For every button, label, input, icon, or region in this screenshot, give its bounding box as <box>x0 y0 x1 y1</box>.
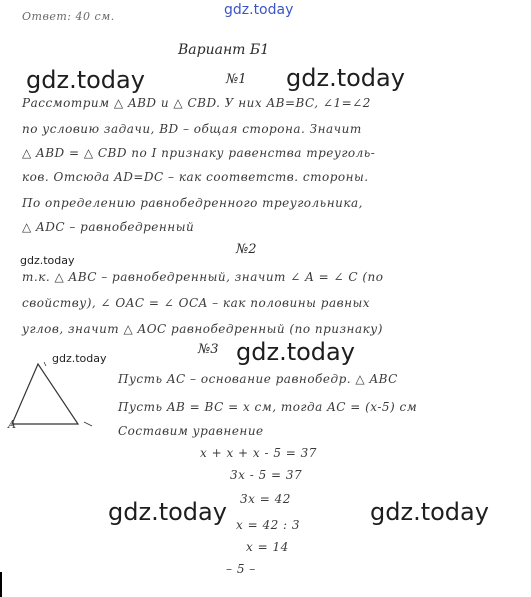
task1-line-6: △ ADC – равнобедренный <box>22 220 195 234</box>
task1-line-3: △ ABD = △ CBD по I признаку равенства треуголь- <box>22 146 376 160</box>
watermark-5: gdz.today <box>236 338 355 366</box>
site-watermark-top: gdz.today <box>224 2 294 18</box>
task2-number: №2 <box>236 242 257 257</box>
triangle-sketch <box>2 360 102 430</box>
watermark-4: gdz.today <box>52 352 107 365</box>
scan-edge-mark <box>0 572 2 597</box>
page-number: – 5 – <box>226 562 256 576</box>
equation-4: x = 42 : 3 <box>236 518 301 532</box>
equation-2: 3x - 5 = 37 <box>230 468 303 482</box>
watermark-2: gdz.today <box>286 64 405 92</box>
task3-line-2: Пусть AB = BC = x см, тогда AC = (x-5) см <box>118 400 418 414</box>
task3-number: №3 <box>198 342 219 357</box>
variant-title: Вариант Б1 <box>178 42 270 58</box>
previous-answer-fragment: Ответ: 40 см. <box>22 10 115 23</box>
task3-line-1: Пусть AC – основание равнобедр. △ ABC <box>118 372 398 386</box>
task2-line-2: свойству), ∠ OAC = ∠ OCA – как половины равных <box>22 296 371 310</box>
task1-line-4: ков. Отсюда AD=DC – как соответств. стороны. <box>22 170 369 184</box>
task1-number: №1 <box>226 72 247 87</box>
equation-3: 3x = 42 <box>240 492 291 506</box>
watermark-6: gdz.today <box>108 498 227 526</box>
task2-line-1: т.к. △ ABC – равнобедренный, значит ∠ A = ∠ C (по <box>22 270 384 284</box>
task2-line-3: углов, значит △ AOC равнобедренный (по признаку) <box>22 322 383 336</box>
equation-1: x + x + x - 5 = 37 <box>200 446 317 460</box>
watermark-1: gdz.today <box>26 66 145 94</box>
watermark-3: gdz.today <box>20 254 75 267</box>
task3-line-3: Составим уравнение <box>118 424 264 438</box>
task1-line-5: По определению равнобедренного треугольника, <box>22 196 363 210</box>
task1-line-1: Рассмотрим △ ABD и △ CBD. У них AB=BC, ∠1=∠2 <box>22 96 371 110</box>
task1-line-2: по условию задачи, BD – общая сторона. Значит <box>22 122 362 136</box>
equation-5: x = 14 <box>246 540 289 554</box>
triangle-vertex-a: A <box>8 418 17 431</box>
watermark-7: gdz.today <box>370 498 489 526</box>
